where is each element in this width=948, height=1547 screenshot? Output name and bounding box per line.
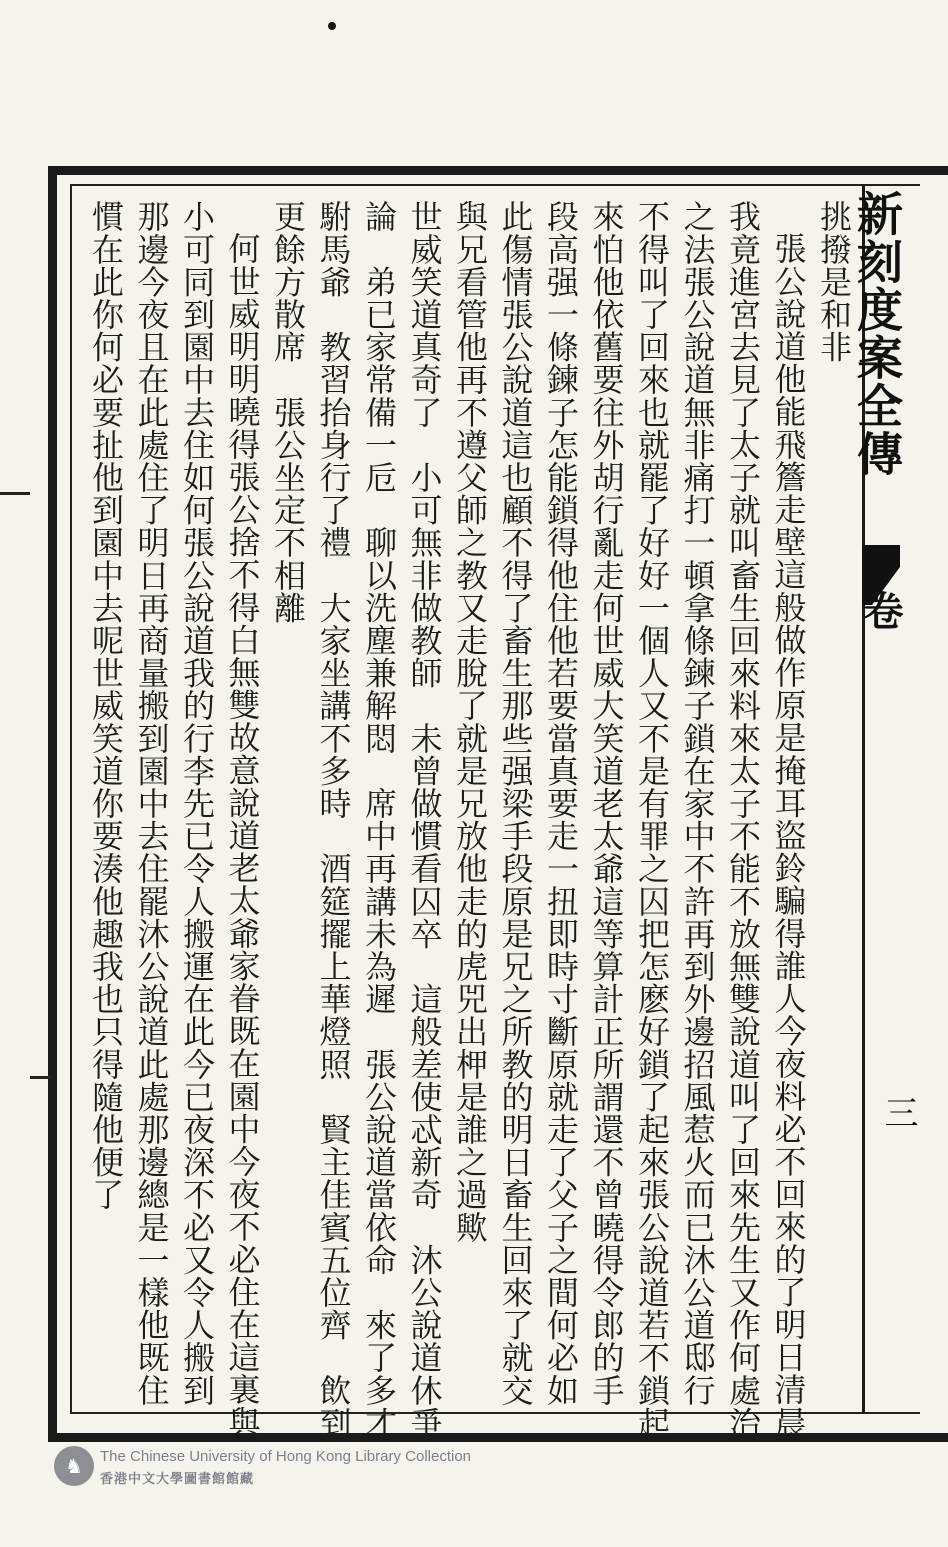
text-column: 張公說道他能飛簷走壁這般做作原是掩耳盜鈴騙得誰人今夜料必不回來的了明日清晨: [769, 232, 808, 1439]
watermark-chinese: 香港中文大學圖書館館藏: [100, 1472, 255, 1487]
margin-tick: [0, 492, 30, 495]
text-column: 此傷情張公說道這也顧不得了畜生那些强梁手段原是兄之所教的明日畜生回來了就交: [496, 200, 535, 1407]
text-column: 論 弟已家常備一卮 聊以洗塵兼解悶 席中再講未為遲 張公說道當依命 來了多才: [360, 200, 398, 1439]
text-column: 不得叫了回來也就罷了好好一個人又不是有罪之囚把怎麽好鎖了起來張公說道若不鎖起: [633, 200, 671, 1439]
text-column: 段高强一條鍊子怎能鎖得他住他若要當真要走一扭即時寸斷原就走了父子之間何必如: [542, 200, 580, 1407]
text-column: 我竟進宮去見了太子就叫畜生回來料來太子不能不放無雙說道叫了回來先生又作何處治: [724, 200, 762, 1439]
margin-tick: [30, 1076, 52, 1079]
text-column: 之法張公說道無非痛打一頓拿條鍊子鎖在家中不許再到外邊招風惹火而已沐公道邸行: [678, 200, 717, 1407]
text-column: 何世威明明曉得張公捨不得白無雙故意說道老太爺家眷既在園中今夜不必住在這裏與: [223, 232, 262, 1439]
text-column: 世威笑道真奇了 小可無非做教師 未曾做慣看囚卒 這般差使忒新奇 沐公說道休爭: [405, 200, 444, 1439]
ink-speck: [328, 22, 336, 30]
text-column: 駙馬爺 教習抬身行了禮 大家坐講不多時 酒筵擺上華燈照 賢主佳賓五位齊 飲到: [314, 200, 353, 1439]
text-column: 慣在此你何必要扯他到園中去呢世威笑道你要湊他趣我也只得隨他便了: [87, 200, 125, 1211]
watermark-english: The Chinese University of Hong Kong Library Collection: [100, 1448, 472, 1465]
text-column: 更餘方散席 張公坐定不相離: [269, 200, 307, 624]
text-column: 挑撥是和非: [815, 200, 853, 363]
body-text: [80, 200, 856, 1439]
text-column: 與兄看管他再不遵父師之教又走脫了就是兄放他走的虎兕出柙是誰之過歟: [451, 200, 489, 1244]
text-column: 來怕他依舊要往外胡行亂走何世威大笑道老太爺這等算計正所謂還不曾曉得令郎的手: [587, 200, 626, 1407]
library-watermark: [54, 1446, 534, 1490]
text-column: 小可同到園中去住如何張公說道我的行李先已令人搬運在此今已夜深不必又令人搬到: [178, 200, 216, 1407]
library-logo-icon: ♞: [54, 1446, 94, 1486]
book-title: 新刻度案全傳: [850, 190, 904, 478]
text-column: 那邊今夜且在此處住了明日再商量搬到園中去住罷沐公說道此處那邊總是一樣他既住: [132, 200, 171, 1407]
volume-label: 卷: [857, 590, 904, 630]
page-number: 三: [878, 1095, 918, 1129]
